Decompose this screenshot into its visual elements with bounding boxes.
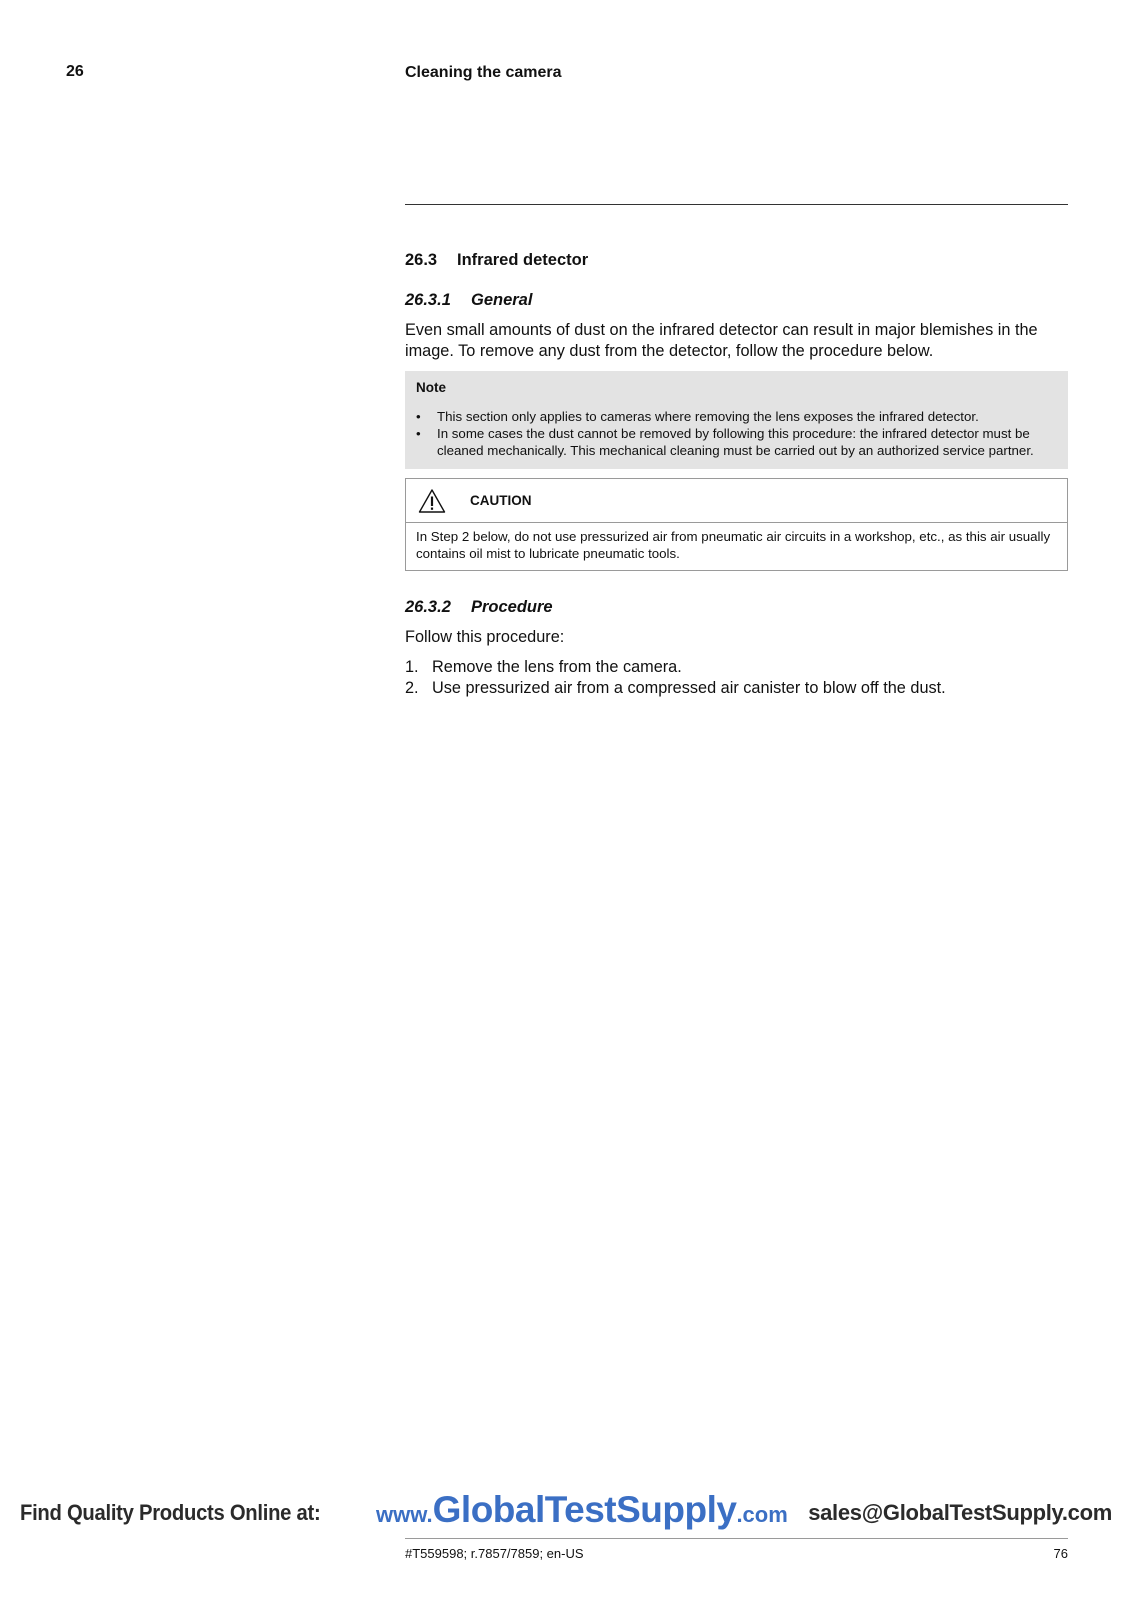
promo-website-link[interactable] <box>376 1489 788 1531</box>
chapter-title: Cleaning the camera <box>405 64 562 81</box>
bullet-icon: • <box>416 426 421 441</box>
warning-triangle-icon <box>418 488 446 514</box>
note-item <box>416 425 1057 459</box>
bullet-icon: • <box>416 409 421 424</box>
promo-banner <box>0 1486 1132 1536</box>
procedure-step <box>405 678 1068 699</box>
chapter-number: 26 <box>66 63 84 80</box>
step-number: 2. <box>405 679 419 697</box>
section-number: 26.3 <box>405 251 438 269</box>
section-heading <box>405 250 1068 270</box>
note-box <box>405 371 1068 469</box>
step-number: 1. <box>405 658 419 676</box>
caution-label: CAUTION <box>470 493 532 508</box>
procedure-step <box>405 657 1068 678</box>
caution-box <box>405 478 1068 571</box>
note-list <box>416 408 1057 459</box>
site-prefix: www. <box>376 1502 433 1527</box>
caution-text: In Step 2 below, do not use pressurized air from pneumatic air circuits in a workshop, etc., as this air usually contains oil mist to lubricate pneumatic tools. <box>416 529 1051 561</box>
promo-tagline: Find Quality Products Online at: <box>20 1500 321 1525</box>
subsection-number: 26.3.2 <box>405 598 451 616</box>
site-suffix: .com <box>736 1502 788 1527</box>
note-item-text: In some cases the dust cannot be removed by following this procedure: the infrared detector must be cleaned mechanically. This mechanical cleaning must be carried out by an authorized service partner. <box>437 426 1034 458</box>
header-divider <box>405 204 1068 205</box>
caution-header <box>406 479 1067 523</box>
procedure-intro: Follow this procedure: <box>405 628 565 646</box>
subsection-number: 26.3.1 <box>405 291 451 309</box>
subsection-title: Procedure <box>471 598 553 616</box>
section-title: Infrared detector <box>457 251 589 269</box>
document-code: #T559598; r.7857/7859; en-US <box>405 1546 584 1561</box>
site-name: GlobalTestSupply <box>432 1489 737 1530</box>
note-item <box>416 408 1057 425</box>
general-paragraph: Even small amounts of dust on the infrared detector can result in major blemishes in the image. To remove any dust from the detector, follow the procedure below. <box>405 321 1038 360</box>
footer-divider <box>405 1538 1068 1539</box>
procedure-steps <box>405 657 1068 699</box>
subsection-title: General <box>471 291 533 309</box>
note-item-text: This section only applies to cameras where removing the lens exposes the infrared detector. <box>437 409 979 424</box>
subsection-heading-general <box>405 290 1068 310</box>
main-content <box>405 250 1068 699</box>
note-title: Note <box>416 380 446 395</box>
page-number: 76 <box>1053 1546 1068 1561</box>
promo-email-link[interactable]: sales@GlobalTestSupply.com <box>808 1500 1112 1525</box>
step-text: Use pressurized air from a compressed air canister to blow off the dust. <box>432 679 946 697</box>
step-text: Remove the lens from the camera. <box>432 658 682 676</box>
subsection-heading-procedure <box>405 597 1068 617</box>
